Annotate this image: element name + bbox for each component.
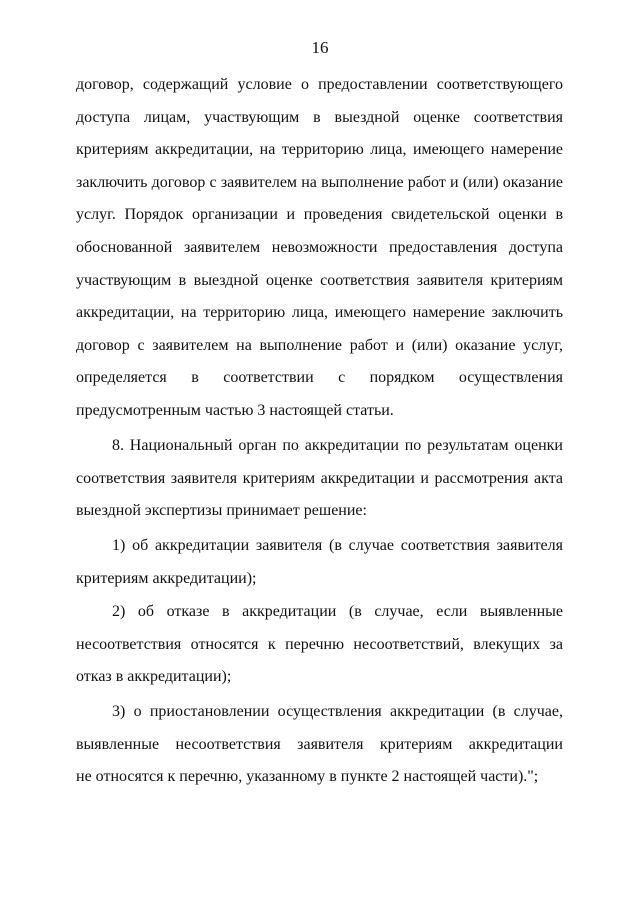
text-line: аккредитации, на территорию лица, имеющего намерение заключить <box>76 304 563 322</box>
list-item-1 <box>76 530 563 595</box>
text-line: участвующим в выездной оценке соответствия заявителя критериям <box>76 271 563 289</box>
text-line: 2) об отказе в аккредитации (в случае, если выявленные <box>112 603 563 620</box>
paragraph-8 <box>76 430 563 528</box>
text-line: выявленные несоответствия заявителя критериям аккредитации <box>76 735 563 753</box>
text-line: определяется в соответствии с порядком осуществления <box>76 369 563 387</box>
text-line: обоснованной заявителем невозможности предоставления доступа <box>76 238 563 256</box>
text-line: не относятся к перечню, указанному в пункте 2 настоящей части)."; <box>76 768 539 786</box>
text-line: 1) об аккредитации заявителя (в случае соответствия заявителя <box>112 537 563 554</box>
text-line: критериям аккредитации); <box>76 569 257 587</box>
text-line: предусмотренным частью 3 настоящей статьи. <box>76 401 394 419</box>
text-line: доступа лицам, участвующим в выездной оценке соответствия <box>76 108 563 126</box>
text-line: выездной экспертизы принимает решение: <box>76 502 367 520</box>
text-line: заключить договор с заявителем на выполнение работ и (или) оказание <box>76 173 563 191</box>
paragraph-continuation <box>76 69 563 428</box>
text-line: 3) о приостановлении осуществления аккредитации (в случае, <box>112 703 563 720</box>
text-line: услуг. Порядок организации и проведения свидетельской оценки в <box>76 206 563 224</box>
page-number: 16 <box>311 38 329 57</box>
list-item-2 <box>76 596 563 694</box>
text-line: соответствия заявителя критериям аккредитации и рассмотрения акта <box>76 469 563 487</box>
text-line: несоответствия относятся к перечню несоответствий, влекущих за <box>76 635 563 653</box>
list-item-3 <box>76 696 563 794</box>
text-line: 8. Национальный орган по аккредитации по результатам оценки <box>112 437 563 454</box>
text-line: критериям аккредитации, на территорию лица, имеющего намерение <box>76 141 563 159</box>
text-line: договор, содержащий условие о предоставлении соответствующего <box>76 76 563 93</box>
text-line: договор с заявителем на выполнение работ и (или) оказание услуг, <box>76 336 563 354</box>
text-line: отказ в аккредитации); <box>76 668 232 686</box>
